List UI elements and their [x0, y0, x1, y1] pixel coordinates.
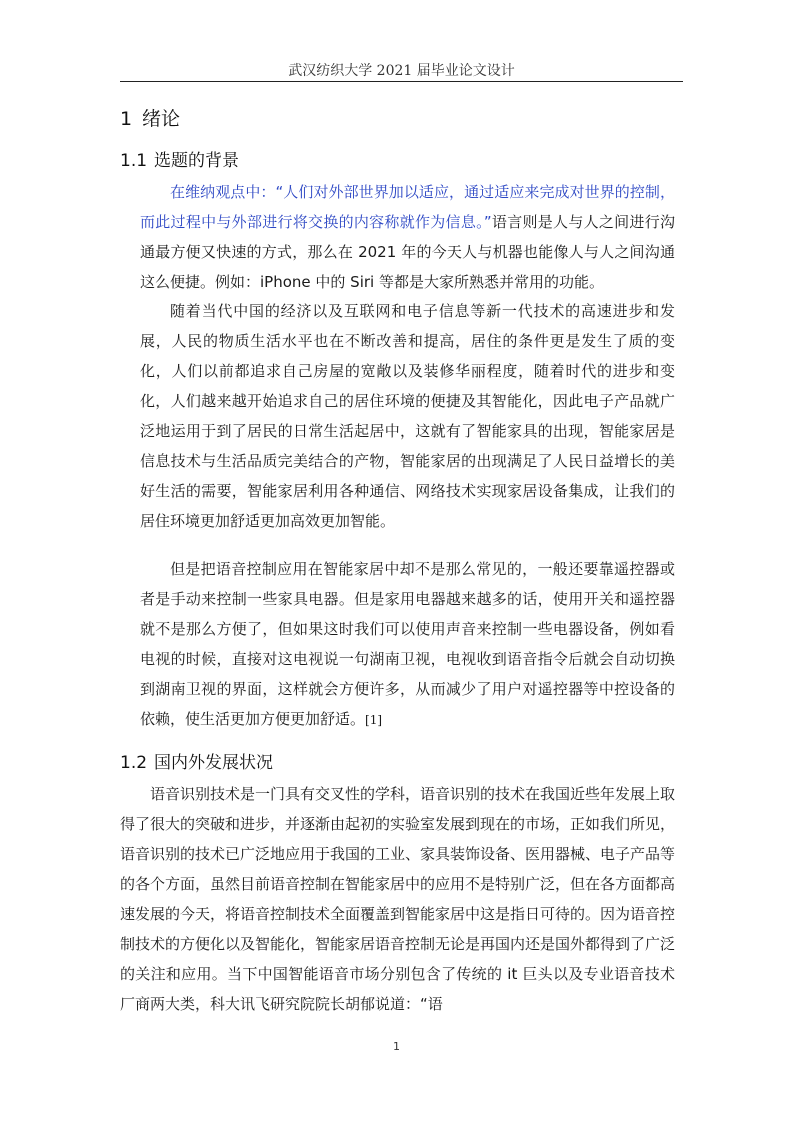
paragraph-1-rest: 语言则是人与人之间进行沟通最方便又快速的方式，那么在 2021 年的今天人与机器也能像人与人之间沟通这么便捷。例如：iPhone 中的 Siri 等都是大家所熟悉并常用的功能。 [140, 213, 675, 291]
section-heading-1-2 [120, 748, 273, 773]
paragraph-4: 语音识别技术是一门具有交叉性的学科，语音识别的技术在我国近些年发展上取得了很大的突破和进步，并逐渐由起初的实验室发展到现在的市场，正如我们所见，语音识别的技术已广泛地应用于我国的工业、家具装饰设备、医用器械、电子产品等的各个方面，虽然目前语音控制在智能家居中的应用不是特别广泛，但在各方面都高速发展的今天，将语音控制技术全面覆盖到智能家居中这是指日可待的。因为语音控制技术的方便化以及智能化，智能家居语音控制无论是再国内还是国外都得到了广泛的关注和应用。当下中国智能语音市场分别包含了传统的 it 巨头以及专业语音技术厂商两大类，科大讯飞研究院院长胡郁说道：“语 [120, 785, 676, 1013]
header-rule [120, 81, 683, 82]
section-number: 1.2 [120, 753, 148, 773]
paragraph-2: 随着当代中国的经济以及互联网和电子信息等新一代技术的高速进步和发展，人民的物质生活水平也在不断改善和提高，居住的条件更是发生了质的变化，人们以前都追求自己房屋的宽敞以及装修华丽程度，随着时代的进步和变化，人们越来越开始追求自己的居住环境的便捷及其智能化，因此电子产品就广泛地运用于到了居民的日常生活起居中，这就有了智能家具的出现，智能家居是信息技术与生活品质完美结合的产物，智能家居的出现满足了人民日益增长的美好生活的需要，智能家居利用各种通信、网络技术实现家居设备集成，让我们的居住环境更加舒适更加高效更加智能。 [140, 302, 675, 530]
paragraph-1 [140, 177, 675, 297]
section-title: 选题的背景 [154, 151, 239, 171]
chapter-number: 1 [120, 108, 133, 130]
section-title: 国内外发展状况 [154, 753, 273, 773]
section-number: 1.1 [120, 151, 148, 171]
chapter-heading [120, 104, 180, 131]
quote-text: 在维纳观点中：“人们对外部世界加以适应，通过适应来完成对世界的控制，而此过程中与外部进行将交换的内容称就作为信息。” [140, 183, 675, 231]
section-heading-1-1 [120, 146, 239, 171]
paragraph-3-text: 但是把语音控制应用在智能家居中却不是那么常见的，一般还要靠遥控器或者是手动来控制一些家具电器。但是家用电器越来越多的话，使用开关和遥控器就不是那么方便了，但如果这时我们可以使用声音来控制一些电器设备，例如看电视的时候，直接对这电视说一句湖南卫视，电视收到语音指令后就会自动切换到湖南卫视的界面，这样就会方便许多，从而减少了用户对遥控器等中控设备的依赖，使生活更加方便更加舒适。 [140, 560, 675, 728]
chapter-title: 绪论 [142, 108, 181, 130]
paragraph-3 [140, 554, 675, 735]
page-header: 武汉纺织大学 2021 届毕业论文设计 [288, 63, 515, 79]
page-number: 1 [393, 1040, 400, 1053]
citation-marker: [1] [365, 713, 383, 727]
